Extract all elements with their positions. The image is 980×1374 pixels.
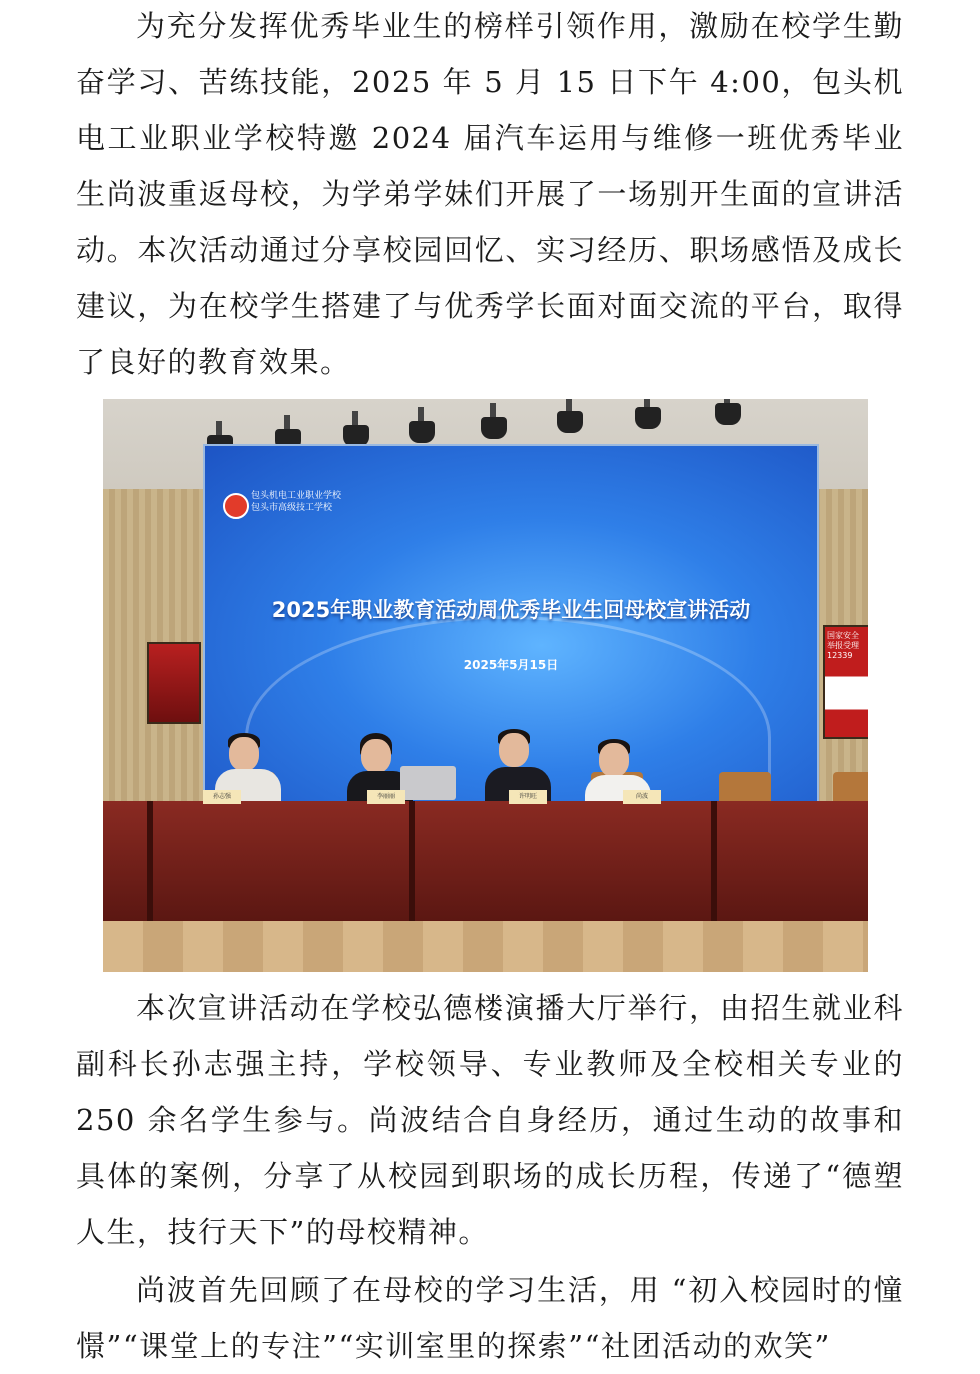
stage-table bbox=[103, 801, 868, 921]
nameplate: 许明旺 bbox=[509, 790, 547, 804]
floor bbox=[103, 921, 868, 972]
stage-light-icon bbox=[635, 407, 661, 429]
stage-light-icon bbox=[409, 421, 435, 443]
poster-right bbox=[823, 625, 868, 739]
screen-school-name bbox=[251, 490, 341, 514]
stage-light-icon bbox=[481, 417, 507, 439]
table-divider bbox=[711, 801, 717, 921]
screen-school-name-2: 包头市高级技工学校 bbox=[251, 503, 333, 513]
poster-right-text: 国家安全 举报受理 12339 bbox=[827, 631, 859, 660]
screen-date: 2025年5月15日 bbox=[463, 658, 559, 672]
table-divider bbox=[409, 801, 415, 921]
nameplate: 孙志强 bbox=[203, 790, 241, 804]
event-photo bbox=[103, 399, 868, 972]
screen-title: 2025年职业教育活动周优秀毕业生回母校宣讲活动 bbox=[271, 598, 751, 622]
nameplate: 李丽丽 bbox=[367, 790, 405, 804]
paragraph-venue: 本次宣讲活动在学校弘德楼演播大厅举行，由招生就业科副科长孙志强主持，学校领导、专业教师及全校相关专业的 250 余名学生参与。尚波结合自身经历，通过生动的故事和具体的案例，分享了从校园到职场的成长历程，传递了“德塑人生，技行天下”的母校精神。 bbox=[76, 991, 904, 1249]
table-divider bbox=[147, 801, 153, 921]
stage-light-icon bbox=[557, 411, 583, 433]
nameplate: 尚波 bbox=[623, 790, 661, 804]
paragraph-review: 尚波首先回顾了在母校的学习生活，用 “初入校园时的憧憬”“课堂上的专注”“实训室里的探索”“社团活动的欢笑” bbox=[76, 1273, 904, 1363]
stage-light-icon bbox=[715, 403, 741, 425]
laptop bbox=[400, 766, 456, 800]
poster-left bbox=[147, 642, 201, 724]
screen-school-name-1: 包头机电工业职业学校 bbox=[251, 491, 342, 501]
school-logo-icon bbox=[223, 493, 249, 519]
paragraph-intro: 为充分发挥优秀毕业生的榜样引领作用，激励在校学生勤奋学习、苦练技能，2025 年 5 月 15 日下午 4:00，包头机电工业职业学校特邀 2024 届汽车运用与维修一班优秀毕业生尚波重返母校，为学弟学妹们开展了一场别开生面的宣讲活动。本次活动通过分享校园回忆、实习经历、职场感悟及成长建议，为在校学生搭建了与优秀学长面对面交流的平台，取得了良好的教育效果。 bbox=[76, 9, 904, 379]
